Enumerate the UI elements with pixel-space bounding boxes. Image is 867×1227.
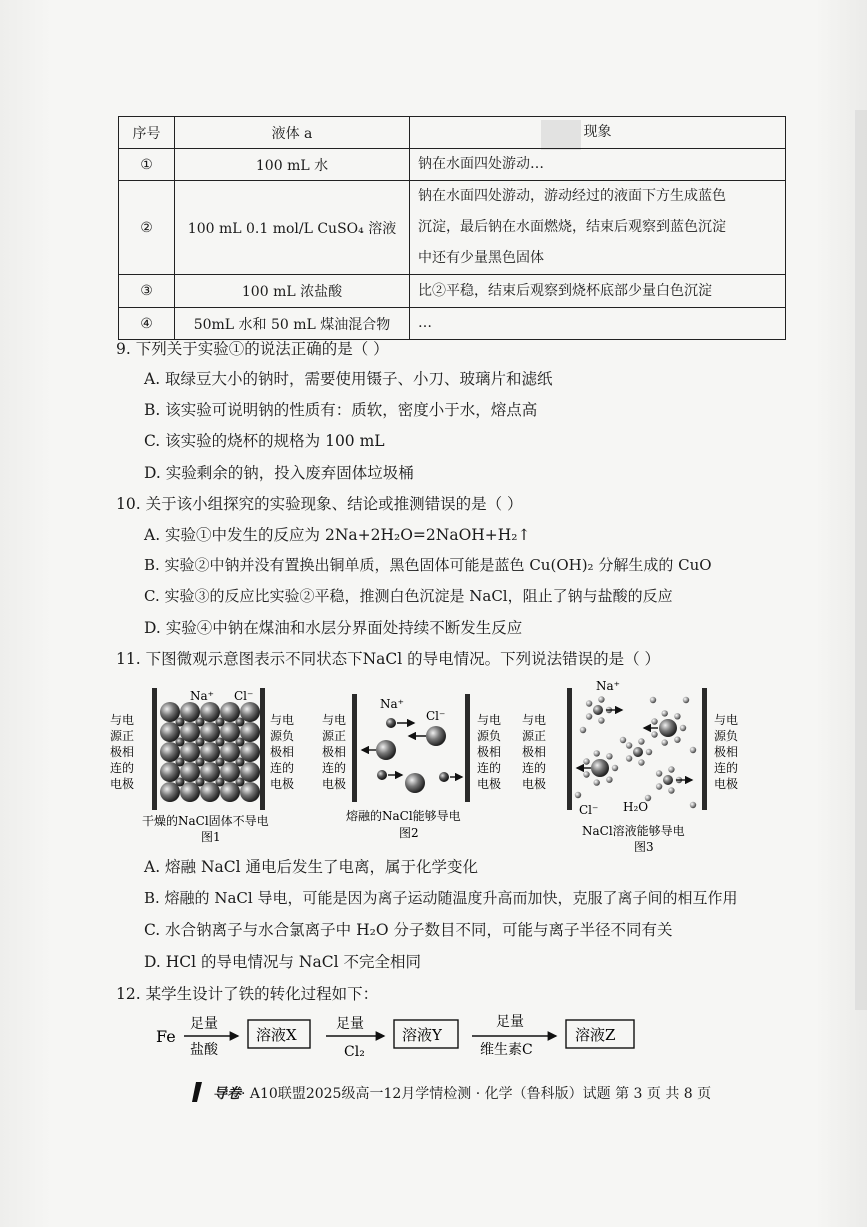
question-9-option-b: B. 该实验可说明钠的性质有：质软，密度小于水，熔点高 [144,401,538,419]
fig1-na-ion [236,778,245,787]
fig2-left-line: 与电 [322,713,347,727]
fig2-cl-ion [405,773,425,793]
fig3-water-molecule [594,779,600,785]
fig2-right-line: 与电 [477,713,502,727]
row-number: ② [119,181,175,275]
row-phenomenon: 钠在水面四处游动… [410,149,786,181]
question-10-option-a: A. 实验①中发生的反应为 2Na+2H₂O=2NaOH+H₂↑ [144,526,531,544]
footer-brand: 导卷 [213,1086,241,1102]
fig3-right-line: 与电 [714,713,739,727]
fig1-left-label [110,712,134,791]
fig2-na-ion [377,770,387,780]
fig1-na-ion [216,718,225,727]
figure-2 [322,694,501,840]
fig3-water-molecule [674,713,680,719]
fig1-na-ion [196,738,205,747]
row-liquid: 100 mL 0.1 mol/L CuSO₄ 溶液 [175,181,410,275]
fig2-right-line: 连的 [477,761,502,775]
table-header-cell: 现象 [410,117,786,149]
fig3-negative-electrode [702,688,707,810]
fig2-na-ion [386,718,396,728]
row-liquid: 50mL 水和 50 mL 煤油混合物 [175,308,410,340]
fig1-ion-lattice [160,702,260,802]
fig3-left-line: 连的 [522,761,547,775]
fig3-water-molecule [612,765,618,771]
fig1-na-ion [196,758,205,767]
fig2-right-line: 源负 [477,729,502,743]
fig2-na-ion [439,772,449,782]
fig1-right-line: 连的 [270,761,295,775]
fig1-left-line: 与电 [110,713,135,727]
flow-arrow2-top: 足量 [336,1016,364,1032]
fig3-cl-ion [659,719,677,737]
flow-box-z-label: 溶液Z [575,1026,616,1044]
row-liquid: 100 mL 浓盐酸 [175,275,410,308]
fig3-water-molecule [575,792,581,798]
fig1-na-label: Na⁺ [190,689,214,703]
fig3-water-molecule [683,697,689,703]
question-11-option-a: A. 熔融 NaCl 通电后发生了电离，属于化学变化 [144,858,479,876]
fig1-right-label [270,712,294,791]
fig3-water-label: H₂O [623,800,649,814]
fig3-water-molecule [606,753,612,759]
fig2-right-label [477,712,501,791]
fig1-na-ion [216,778,225,787]
phenomenon-line: 中还有少量黑色固体 [418,250,544,266]
flow-arrow2-bottom: Cl₂ [344,1044,365,1060]
fig3-water-molecule [646,749,652,755]
fig3-right-line: 电极 [714,777,739,791]
fig3-water-molecule [598,717,604,723]
question-9-option-c: C. 该实验的烧杯的规格为 100 mL [144,432,385,450]
flow-arrow1-top: 足量 [190,1016,218,1032]
nacl-conduction-diagram [108,680,758,852]
fig2-left-line: 极相 [322,745,347,759]
fig3-cl-ion [591,759,609,777]
fig2-left-line: 连的 [322,761,347,775]
fig1-left-line: 源正 [110,729,135,743]
fig2-left-line: 源正 [322,729,347,743]
fig3-right-line: 连的 [714,761,739,775]
flow-box-y-label: 溶液Y [402,1026,442,1044]
phenomenon-line: 钠在水面四处游动，游动经过的液面下方生成蓝色 [418,188,726,204]
fig3-left-label [522,712,546,791]
fig3-hydrated-ions [575,696,696,808]
fig1-na-ion [176,718,185,727]
fig3-right-line: 源负 [714,729,739,743]
fig1-na-ion [176,778,185,787]
fig2-negative-electrode [465,694,470,802]
fig3-left-line: 极相 [522,745,547,759]
question-9-stem: 9. 下列关于实验①的说法正确的是（ ） [116,340,389,358]
fig1-na-ion [236,738,245,747]
fig3-water-molecule [580,727,586,733]
fig2-label: 图2 [399,826,419,840]
fig1-right-line: 极相 [270,745,295,759]
fig3-right-label [714,712,738,791]
fig2-right-line: 极相 [477,745,502,759]
table-row [119,149,786,181]
fig3-water-molecule [651,718,657,724]
fig1-right-line: 电极 [270,777,295,791]
fig1-na-ion [216,758,225,767]
fig3-water-molecule [638,759,644,765]
table-header-cell: 液体 a [175,117,410,149]
question-11-stem: 11. 下图微观示意图表示不同状态下NaCl 的导电情况。下列说法错误的是（ ） [116,650,661,668]
fig2-left-line: 电极 [322,777,347,791]
fig1-right-line: 源负 [270,729,295,743]
fig3-left-line: 与电 [522,713,547,727]
fig2-caption: 熔融的NaCl能够导电 [346,809,461,823]
fig1-na-ion [176,738,185,747]
fig3-water-molecule [626,742,632,748]
fig3-water-molecule [656,770,662,776]
flow-box-x-label: 溶液X [256,1026,297,1044]
question-11-option-d: D. HCl 的导电情况与 NaCl 不完全相同 [144,953,421,971]
fig1-left-line: 电极 [110,777,135,791]
table-row [119,308,786,340]
fig1-left-line: 连的 [110,761,135,775]
fig1-na-ion [176,758,185,767]
row-number: ① [119,149,175,181]
fig3-na-label: Na⁺ [596,680,620,693]
flow-arrow3-top: 足量 [496,1014,524,1030]
fig3-water-molecule [662,710,668,716]
fig3-positive-electrode [567,688,572,810]
fig2-positive-electrode [352,694,357,802]
flow-arrow1-bottom: 盐酸 [190,1042,218,1058]
fig3-na-ion [663,775,673,785]
question-10-stem: 10. 关于该小组探究的实验现象、结论或推测错误的是（ ） [116,495,523,513]
fig1-na-ion [196,778,205,787]
row-phenomenon: 比②平稳，结束后观察到烧杯底部少量白色沉淀 [410,275,786,308]
fig3-label: 图3 [634,840,654,852]
table-row [119,275,786,308]
question-10-option-b: B. 实验②中钠并没有置换出铜单质，黑色固体可能是蓝色 Cu(OH)₂ 分解生成的 CuO [144,556,712,574]
fig1-cl-label: Cl⁻ [234,689,254,703]
fig3-left-line: 源正 [522,729,547,743]
fig3-water-molecule [690,802,696,808]
table-header-row [119,117,786,149]
fig3-water-molecule [638,738,644,744]
fig3-water-molecule [674,737,680,743]
fig1-caption: 干燥的NaCl固体不导电 [142,814,269,828]
fig3-water-molecule [662,739,668,745]
flow-fe: Fe [156,1027,176,1046]
iron-conversion-flow [150,1010,650,1062]
fig2-right-line: 电极 [477,777,502,791]
fig3-na-ion [593,705,603,715]
fig3-water-molecule [668,787,674,793]
fig3-caption: NaCl溶液能够导电 [582,824,685,838]
fig3-water-molecule [690,747,696,753]
scan-edge-mark [855,110,867,1010]
fig3-cl-label: Cl⁻ [579,803,599,817]
flow-arrow3-bottom: 维生素C [480,1042,533,1058]
footer-text: · A10联盟2025级高一12月学情检测 · 化学（鲁科版）试题 第 3 页 共 8 页 [241,1086,712,1102]
fig3-water-molecule [586,700,592,706]
page-footer [213,1083,711,1103]
fig3-water-molecule [656,783,662,789]
fig3-water-molecule [680,725,686,731]
fig3-water-molecule [620,737,626,743]
fig3-water-molecule [583,758,589,764]
fig3-right-line: 极相 [714,745,739,759]
fig1-right-line: 与电 [270,713,295,727]
experiment-table [118,116,786,340]
fig2-na-label: Na⁺ [380,697,404,711]
fig3-water-molecule [626,755,632,761]
row-liquid: 100 mL 水 [175,149,410,181]
fig1-negative-electrode [260,688,265,810]
row-number: ③ [119,275,175,308]
fig1-positive-electrode [152,688,157,810]
fig3-left-line: 电极 [522,777,547,791]
fig3-water-molecule [606,777,612,783]
table-header-cell: 序号 [119,117,175,149]
fig1-na-ion [236,758,245,767]
fig3-water-molecule [668,766,674,772]
fig3-water-molecule [586,713,592,719]
row-phenomenon: … [410,308,786,340]
figure-3 [522,680,738,852]
fig2-cl-ion [426,726,446,746]
figure-1 [110,688,294,844]
fig1-na-ion [216,738,225,747]
question-9-option-a: A. 取绿豆大小的钠时，需要使用镊子、小刀、玻璃片和滤纸 [144,370,553,388]
question-10-option-c: C. 实验③的反应比实验②平稳，推测白色沉淀是 NaCl，阻止了钠与盐酸的反应 [144,587,673,605]
fig3-na-ion [633,747,643,757]
brand-logo-icon [188,1080,212,1104]
fig2-left-label [322,712,346,791]
question-11-option-c: C. 水合钠离子与水合氯离子中 H₂O 分子数目不同，可能与离子半径不同有关 [144,921,673,939]
question-10-option-d: D. 实验④中钠在煤油和水层分界面处持续不断发生反应 [144,619,523,637]
question-9-option-d: D. 实验剩余的钠，投入废弃固体垃圾桶 [144,464,414,482]
fig1-left-line: 极相 [110,745,135,759]
fig2-cl-ion [376,740,396,760]
question-11-option-b: B. 熔融的 NaCl 导电，可能是因为离子运动随温度升高而加快，克服了离子间的相互作用 [144,889,738,907]
table-row [119,181,786,275]
fig3-water-molecule [651,731,657,737]
row-number: ④ [119,308,175,340]
fig3-water-molecule [598,696,604,702]
fig3-water-molecule [583,771,589,777]
fig3-water-molecule [594,750,600,756]
fig1-label: 图1 [201,830,221,844]
phenomenon-line: 沉淀，最后钠在水面燃烧，结束后观察到蓝色沉淀 [418,219,726,235]
fig2-cl-label: Cl⁻ [426,709,446,723]
fig3-water-molecule [650,697,656,703]
question-12-stem: 12. 某学生设计了铁的转化过程如下： [116,985,379,1003]
fig1-na-ion [236,718,245,727]
row-phenomenon [410,181,786,275]
fig1-na-ion [196,718,205,727]
